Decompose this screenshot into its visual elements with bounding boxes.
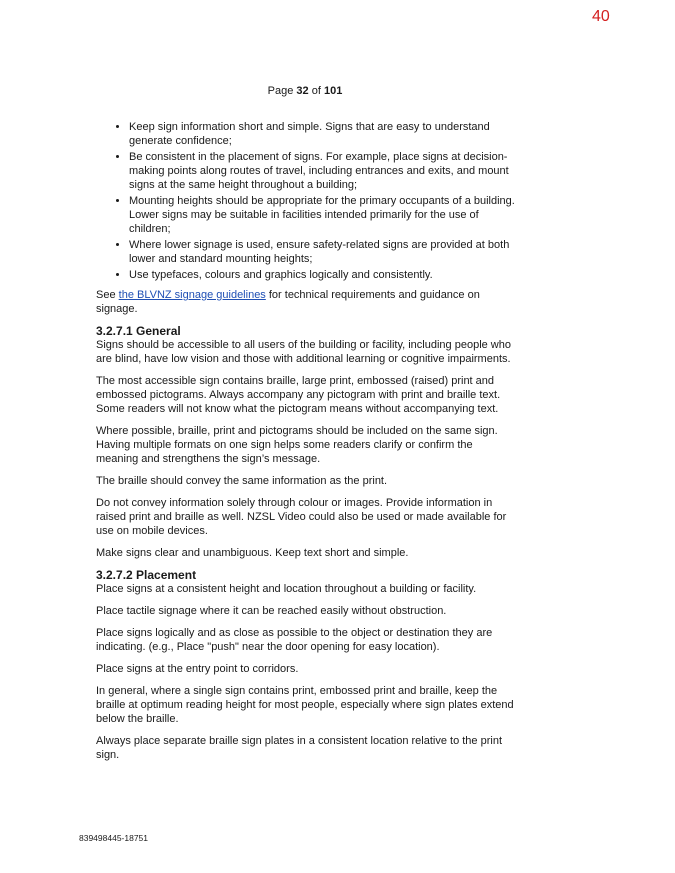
- paragraph: Place signs at a consistent height and location throughout a building or facility.: [96, 583, 477, 595]
- paragraph: Place signs at the entry point to corridors.: [96, 663, 299, 675]
- section-heading-general: 3.2.7.1 General: [96, 324, 181, 338]
- paragraph: The braille should convey the same information as the print.: [96, 475, 388, 487]
- guidelines-list: [96, 120, 516, 282]
- corner-page-number: 40: [592, 8, 610, 25]
- section-heading-placement: 3.2.7.2 Placement: [96, 568, 197, 582]
- see-reference: [96, 288, 516, 316]
- page-total: 101: [323, 85, 343, 97]
- paragraph: In general, where a single sign contains print, embossed print and braille, keep the braille at optimum reading height for most people, especially where sign plates extend below the braille.: [96, 685, 514, 725]
- paragraph: Do not convey information solely through colour or images. Provide information in raised print and braille as well. NZSL Video could also be used or made available for use on mobile devices.: [96, 497, 507, 537]
- list-item: • Mounting heights should be appropriate for the primary occupants of a building. Lower signs may be suitable in facilities intended primarily for the use of children;: [129, 194, 516, 236]
- see-prefix: See: [96, 289, 119, 301]
- paragraph: Where possible, braille, print and pictograms should be included on the same sign. Having multiple formats on one sign helps some readers clarify or confirm the meaning and strengthens the sign’s message.: [96, 425, 498, 465]
- document-id-footer: 839498445-18751: [79, 833, 149, 843]
- page-prefix: Page: [267, 85, 294, 97]
- list-item: • Be consistent in the placement of signs. For example, place signs at decision-making points along routes of travel, including entrances and exits, and mount signs at the same height throughout a building;: [129, 150, 516, 192]
- paragraph: Signs should be accessible to all users of the building or facility, including people who are blind, have low vision and those with additional learning or cognitive impairments.: [96, 339, 511, 365]
- paragraph: Make signs clear and unambiguous. Keep text short and simple.: [96, 547, 409, 559]
- paragraph: Always place separate braille sign plates in a consistent location relative to the print sign.: [96, 735, 503, 761]
- see-suffix: for technical requirements and guidance on signage.: [96, 289, 480, 315]
- paragraph: The most accessible sign contains braille, large print, embossed (raised) print and embossed pictograms. Always accompany any pictogram with print and braille text. Some readers will not know what the pictogram means without accompanying text.: [96, 375, 501, 415]
- paragraph: Place signs logically and as close as possible to the object or destination they are indicating. (e.g., Place "push" near the door opening for easy location).: [96, 627, 493, 653]
- document-body: [96, 120, 516, 770]
- list-item: • Keep sign information short and simple. Signs that are easy to understand generate confidence;: [129, 120, 516, 148]
- page-indicator: [0, 84, 610, 98]
- list-item: • Use typefaces, colours and graphics logically and consistently.: [129, 268, 516, 282]
- blvnz-guidelines-link[interactable]: the BLVNZ signage guidelines: [118, 289, 266, 301]
- page-current: 32: [296, 85, 309, 97]
- paragraph: Place tactile signage where it can be reached easily without obstruction.: [96, 605, 447, 617]
- list-item: • Where lower signage is used, ensure safety-related signs are provided at both lower and standard mounting heights;: [129, 238, 516, 266]
- page-of: of: [311, 85, 321, 97]
